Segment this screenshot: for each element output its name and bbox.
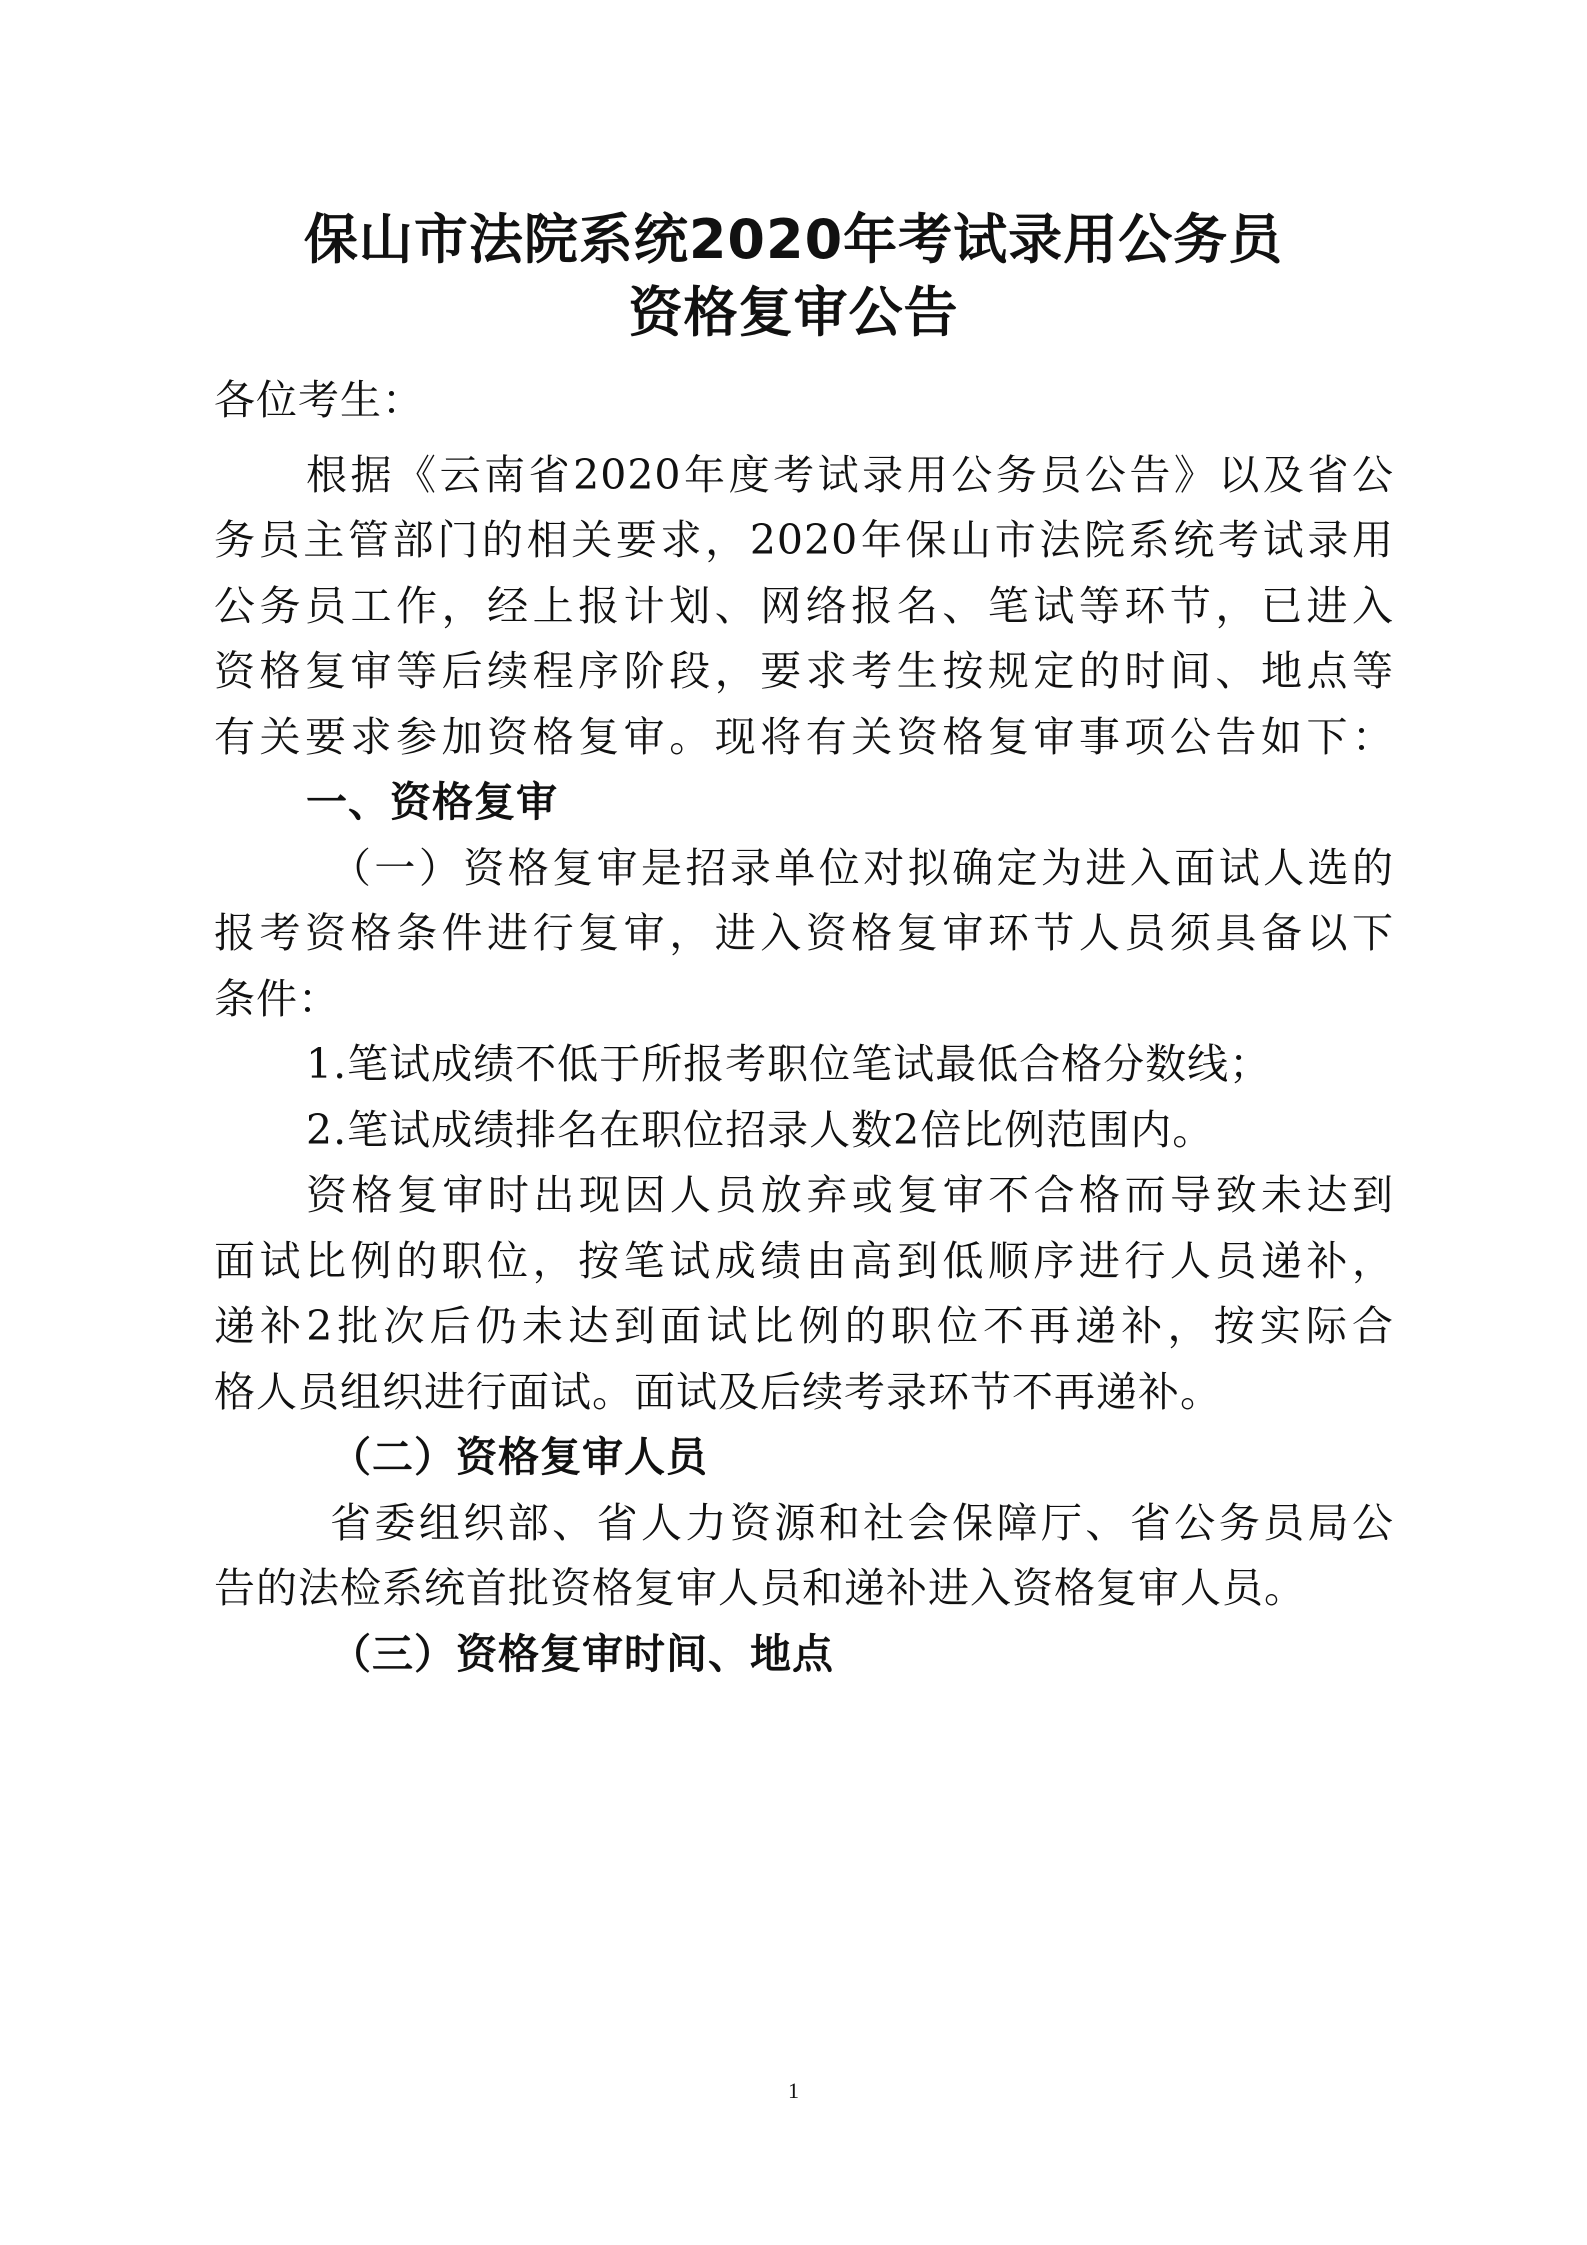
paragraph-line: （一）资格复审是招录单位对拟确定为进入面试人选的	[330, 844, 1394, 892]
document-title-line2: 资格复审公告	[628, 281, 959, 344]
paragraph-line: 资格复审等后续程序阶段，要求考生按规定的时间、地点等	[214, 647, 1394, 695]
paragraph-line: 根据《云南省2020年度考试录用公务员公告》以及省公	[306, 451, 1394, 499]
paragraph-line: 告的法检系统首批资格复审人员和递补进入资格复审人员。	[214, 1564, 1306, 1612]
paragraph-line: 省委组织部、省人力资源和社会保障厅、省公务员局公	[330, 1499, 1394, 1547]
paragraph-line: 条件：	[214, 975, 340, 1023]
section-heading: （二）资格复审人员	[330, 1433, 708, 1481]
paragraph-line: 递补2批次后仍未达到面试比例的职位不再递补，按实际合	[214, 1302, 1394, 1350]
paragraph-line: 报考资格条件进行复审，进入资格复审环节人员须具备以下	[214, 909, 1394, 957]
condition-item: 1.笔试成绩不低于所报考职位笔试最低合格分数线；	[306, 1040, 1272, 1088]
salutation: 各位考生：	[214, 376, 424, 424]
paragraph-line: 资格复审时出现因人员放弃或复审不合格而导致未达到	[306, 1171, 1394, 1219]
page-number: 1	[788, 2078, 799, 2103]
document-title-line1: 保山市法院系统2020年考试录用公务员	[303, 208, 1284, 271]
paragraph-line: 有关要求参加资格复审。现将有关资格复审事项公告如下：	[214, 713, 1394, 761]
paragraph-line: 面试比例的职位，按笔试成绩由高到低顺序进行人员递补，	[214, 1237, 1394, 1285]
paragraph-line: 务员主管部门的相关要求，2020年保山市法院系统考试录用	[214, 516, 1394, 564]
section-heading: 一、资格复审	[306, 778, 558, 826]
paragraph-line: 格人员组织进行面试。面试及后续考录环节不再递补。	[214, 1368, 1222, 1416]
paragraph-line: 公务员工作，经上报计划、网络报名、笔试等环节，已进入	[214, 582, 1394, 630]
condition-item: 2.笔试成绩排名在职位招录人数2倍比例范围内。	[306, 1106, 1215, 1154]
section-heading: （三）资格复审时间、地点	[330, 1630, 834, 1678]
